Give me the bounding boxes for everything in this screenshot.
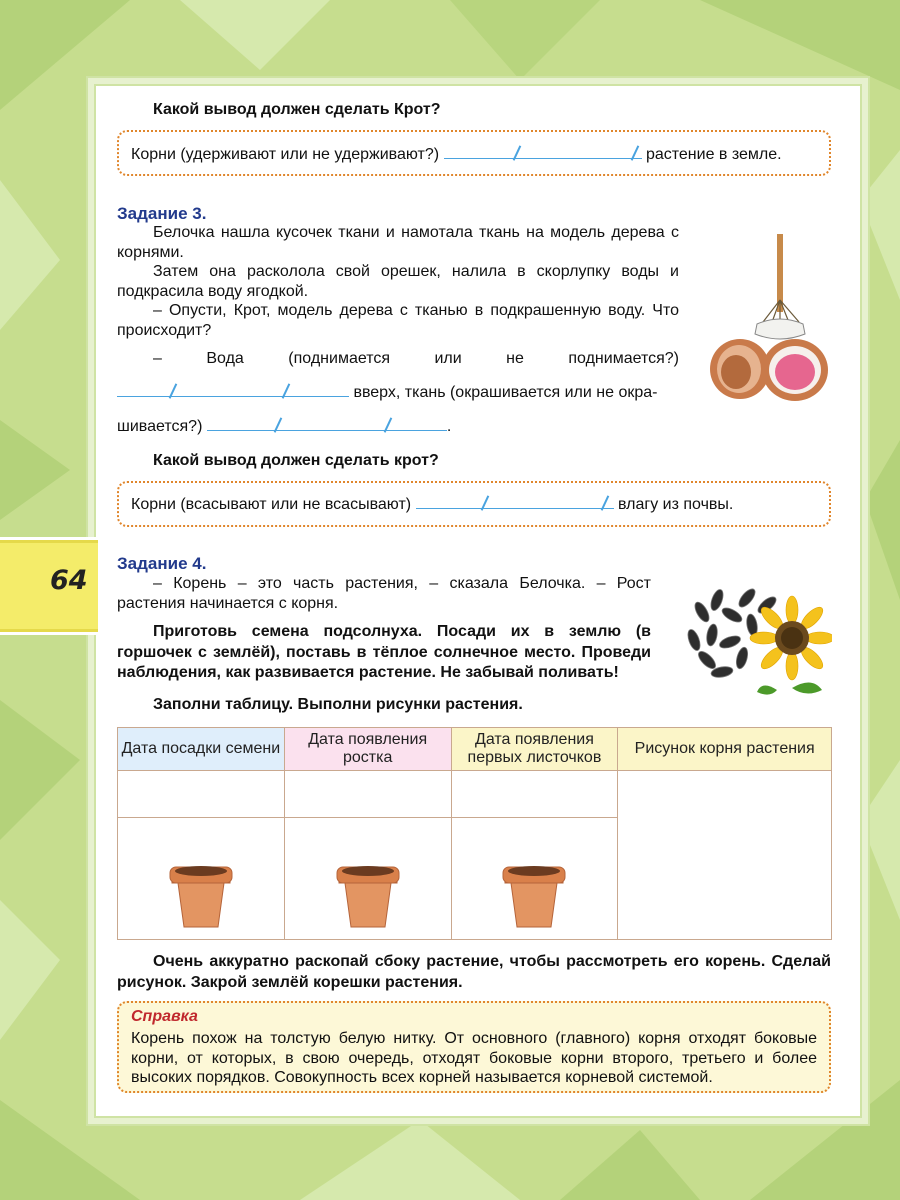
task4-paragraph-1: – Корень – это часть растения, – сказала Белочка. – Рост растения начинается с корня. [117, 575, 651, 612]
top-question: Какой вывод должен сделать Крот? [153, 101, 441, 118]
pot-cell-3[interactable] [451, 818, 618, 940]
page-number: 64 [50, 565, 88, 596]
task3-line-b-text: вверх, ткань (окрашивается или не окра- [353, 384, 658, 401]
answer-line-2 [131, 494, 733, 515]
reference-text: Корень похож на толстую белую нитку. От основного (главного) корня отходят боковые корни, от которых, в свою очередь, отходят боковые корни второго, третьего и более высоких порядков. Совокупность всех корней называется корневой системой. [131, 1030, 817, 1086]
sprout-date-cell[interactable] [284, 771, 451, 818]
table-header-2: Дата появления ростка [284, 728, 451, 771]
tree-model-and-nut-illustration [705, 230, 831, 406]
flower-pot-icon [499, 861, 569, 931]
task4-paragraph-3: Заполни таблицу. Выполни рисунки растения. [153, 696, 523, 713]
box1-after: растение в земле. [645, 146, 782, 163]
task3-paragraph-2: Затем она расколола свой орешек, налила в скорлупку воды и подкрасила воду ягодкой. [117, 263, 679, 300]
task4-paragraph-2: Приготовь семена подсолнуха. Посади их в землю (в горшочек с землёй), поставь в тёплое солнечное место. Проведи наблюдения, как развивается растение. Не забывай поливать! [117, 623, 651, 681]
observation-table [117, 727, 832, 940]
sunflower-seeds-illustration [682, 580, 832, 700]
task3-line-c-text: шивается?) [117, 418, 203, 435]
box2-before: Корни (всасывают или не всасывают) [131, 496, 412, 513]
reference-title: Справка [131, 1008, 198, 1025]
planting-date-cell[interactable] [118, 771, 285, 818]
answer-line-1 [131, 144, 782, 165]
task3-paragraph-3: – Опусти, Крот, модель дерева с тканью в подкрашенную воду. Что происходит? [117, 302, 679, 339]
pot-cell-2[interactable] [284, 818, 451, 940]
box1-before: Корни (удерживают или не удерживают?) [131, 146, 440, 163]
answer-blank-3[interactable] [207, 416, 447, 431]
flower-pot-icon [333, 861, 403, 931]
task3-line-c-end: . [446, 418, 452, 435]
task3-heading: Задание 3. [117, 204, 207, 223]
pot-cell-1[interactable] [118, 818, 285, 940]
flower-pot-icon [166, 861, 236, 931]
task3-line-c [117, 416, 451, 437]
task3-line-b [117, 382, 657, 403]
answer-blank-1[interactable] [444, 144, 642, 159]
task3-paragraph-1: Белочка нашла кусочек ткани и намотала ткань на модель дерева с корнями. [117, 224, 679, 261]
task4-heading: Задание 4. [117, 554, 207, 573]
table-header-4: Рисунок корня растения [618, 728, 832, 771]
answer-blank-2[interactable] [117, 382, 349, 397]
root-drawing-cell[interactable] [618, 771, 832, 940]
task3-question: Какой вывод должен сделать крот? [153, 452, 439, 469]
answer-blank-4[interactable] [416, 494, 614, 509]
table-header-1: Дата посадки семени [118, 728, 285, 771]
after-table-instruction: Очень аккуратно раскопай сбоку растение, чтобы рассмотреть его корень. Сделай рисунок. Закрой землёй корешки растения. [117, 953, 831, 991]
leaves-date-cell[interactable] [451, 771, 618, 818]
task3-line-a: – Вода (поднимается или не поднимается?) [153, 350, 679, 367]
table-header-3: Дата появления первых листочков [451, 728, 618, 771]
box2-after: влагу из почвы. [618, 496, 734, 513]
